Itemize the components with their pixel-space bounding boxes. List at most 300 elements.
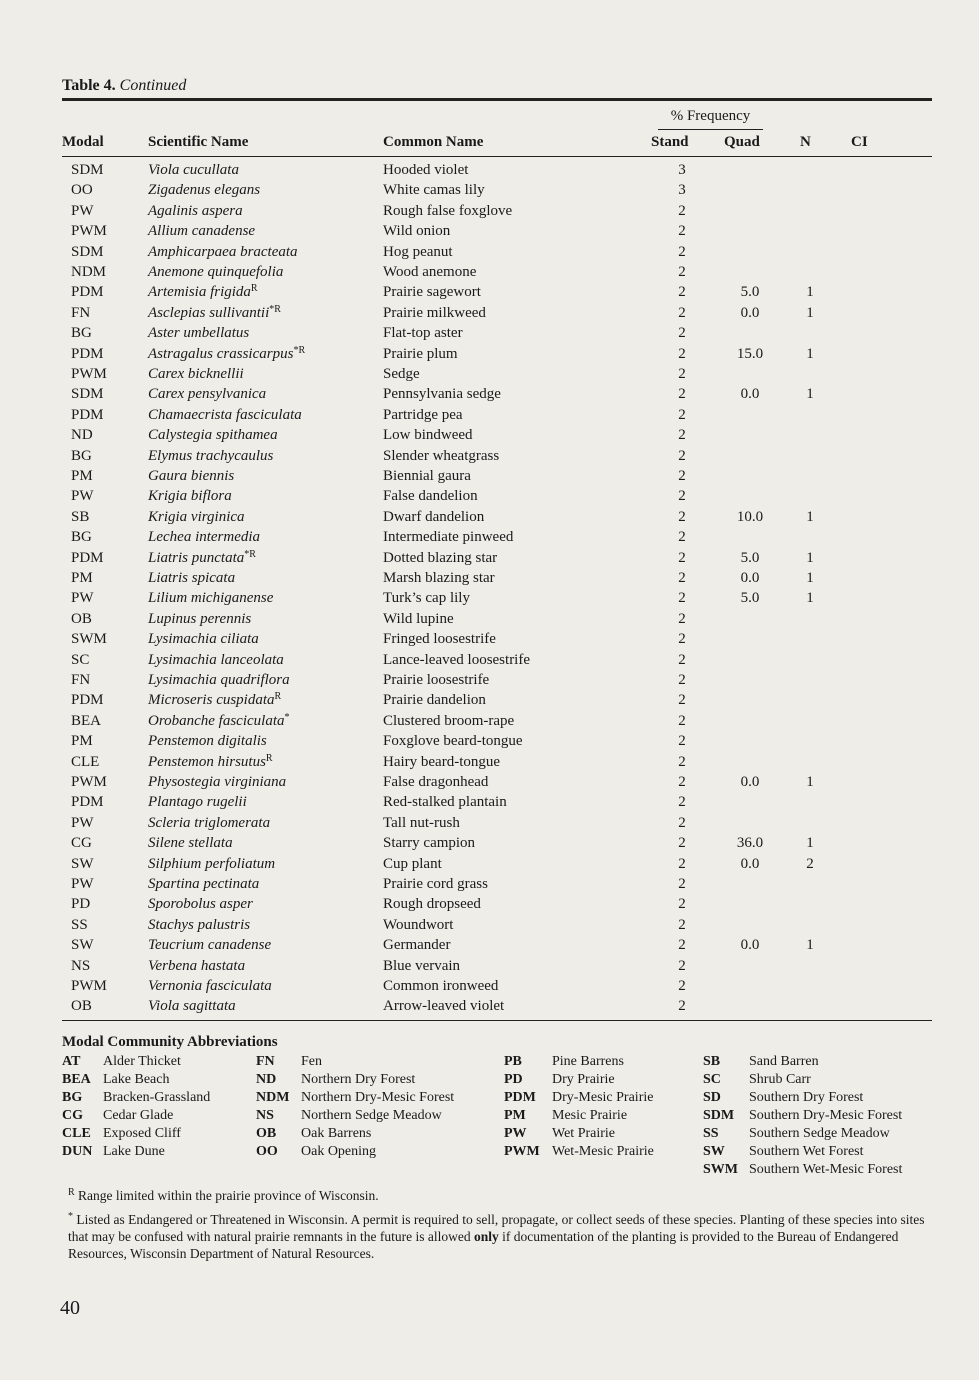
footnote-marker: *R [269, 303, 281, 315]
table-row [0, 201, 979, 221]
scientific-name-text: Lysimachia lanceolata [148, 651, 284, 668]
cell-n: 2 [806, 855, 814, 872]
cell-quad: 0.0 [740, 304, 760, 321]
cell-scientific-name [148, 242, 298, 262]
cell-scientific-name [148, 976, 272, 996]
cell-common-name: Fringed loosestrife [383, 631, 496, 648]
cell-modal: PDM [71, 284, 104, 301]
abbreviation-code: PB [504, 1054, 522, 1069]
cell-modal: BG [71, 529, 92, 546]
abbreviation-name: Lake Dune [103, 1144, 165, 1159]
abbreviation-name: Fen [301, 1054, 322, 1069]
table-row [0, 935, 979, 955]
listed-footnote-text-1: Listed as Endangered or Threatened in Wisconsin. A permit is required to sell, propagate, or collect seeds of these species. Planting of these species into sites that may be confused with natural prairie remnants in the future is allowed [68, 1212, 925, 1244]
table-row [0, 282, 979, 302]
abbreviation-item [256, 1125, 476, 1143]
cell-common-name: Prairie cord grass [383, 876, 488, 892]
cell-stand: 2 [678, 488, 686, 505]
abbreviation-code: PD [504, 1072, 523, 1087]
cell-common-name: Rough dropseed [383, 896, 481, 913]
abbreviation-item [703, 1053, 923, 1071]
table-row [0, 160, 979, 180]
cell-scientific-name [148, 588, 273, 608]
table-row [0, 242, 979, 262]
cell-stand: 2 [678, 978, 686, 994]
table-row [0, 364, 979, 384]
abbreviation-name: Southern Dry-Mesic Forest [749, 1108, 903, 1123]
cell-stand: 2 [678, 610, 686, 627]
cell-common-name: Biennial gaura [383, 468, 471, 484]
cell-stand: 2 [678, 345, 686, 362]
abbreviation-item [703, 1071, 923, 1089]
table-row [0, 588, 979, 608]
abbreviation-item [504, 1089, 724, 1107]
abbreviation-code: BG [62, 1090, 83, 1105]
scientific-name-text: Krigia biflora [148, 488, 232, 505]
cell-n: 1 [806, 345, 814, 362]
scientific-name-text: Viola cucullata [148, 162, 239, 178]
cell-scientific-name [148, 160, 239, 180]
cell-common-name: Woundwort [383, 916, 454, 933]
header-quad: Quad [724, 134, 760, 150]
cell-modal: PW [71, 590, 94, 607]
cell-common-name: Red-stalked plantain [383, 794, 507, 811]
abbreviation-code: PDM [504, 1090, 536, 1105]
scientific-name-text: Chamaecrista fasciculata [148, 406, 302, 423]
table-row [0, 384, 979, 404]
abbreviation-item [256, 1053, 476, 1071]
table-row [0, 303, 979, 323]
cell-scientific-name [148, 915, 250, 935]
cell-common-name: Flat-top aster [383, 325, 463, 342]
abbreviation-item [504, 1071, 724, 1089]
abbreviation-code: FN [256, 1054, 275, 1069]
table-row [0, 568, 979, 588]
abbreviation-code: PM [504, 1108, 526, 1123]
table-row [0, 731, 979, 751]
listed-footnote-text-2: if documentation of the planting is provided to the Bureau of Endangered Resources, Wisconsin Department of Natural Resources. [68, 1229, 899, 1261]
cell-modal: FN [71, 304, 91, 321]
table-row [0, 486, 979, 506]
abbreviation-code: SW [703, 1144, 725, 1159]
table-caption [62, 77, 186, 95]
cell-common-name: Wood anemone [383, 264, 477, 280]
cell-scientific-name [148, 262, 283, 282]
cell-stand: 2 [678, 508, 686, 525]
scientific-name-text: Sporobolus asper [148, 896, 253, 913]
scientific-name-text: Scleria triglomerata [148, 814, 271, 831]
cell-n: 1 [806, 835, 814, 852]
cell-stand: 3 [678, 182, 686, 199]
cell-modal: SB [71, 508, 90, 525]
abbreviation-code: SC [703, 1072, 721, 1087]
abbreviation-code: SS [703, 1126, 719, 1141]
cell-scientific-name [148, 405, 302, 425]
cell-scientific-name [148, 894, 253, 914]
scientific-name-text: Elymus trachycaulus [148, 447, 274, 464]
scientific-name-text: Penstemon digitalis [148, 733, 267, 750]
cell-stand: 3 [678, 162, 686, 178]
cell-n: 1 [806, 570, 814, 586]
cell-stand: 2 [678, 304, 686, 321]
cell-scientific-name [148, 344, 305, 364]
abbreviation-name: Mesic Prairie [552, 1108, 628, 1123]
header-rule [62, 156, 932, 157]
cell-stand: 2 [678, 243, 686, 260]
cell-stand: 2 [678, 916, 686, 933]
cell-stand: 2 [678, 366, 686, 382]
abbreviations-title: Modal Community Abbreviations [62, 1034, 278, 1050]
table-row [0, 466, 979, 486]
abbreviation-name: Sand Barren [749, 1054, 819, 1069]
scientific-name-text: Lupinus perennis [148, 610, 252, 627]
cell-common-name: Hairy beard-tongue [383, 753, 501, 770]
abbreviation-name: Southern Wet-Mesic Forest [749, 1162, 903, 1177]
abbreviation-code: DUN [62, 1144, 93, 1159]
cell-stand: 2 [678, 692, 686, 709]
cell-common-name: Cup plant [383, 855, 442, 872]
cell-modal: CLE [71, 753, 100, 770]
cell-scientific-name [148, 527, 260, 547]
cell-quad: 0.0 [740, 774, 760, 790]
cell-scientific-name [148, 650, 284, 670]
cell-common-name: Marsh blazing star [383, 570, 495, 586]
cell-modal: PM [71, 733, 93, 750]
listed-footnote [68, 1211, 938, 1262]
cell-modal: BG [71, 325, 92, 342]
cell-scientific-name [148, 792, 247, 812]
cell-stand: 2 [678, 774, 686, 790]
cell-scientific-name [148, 201, 243, 221]
scientific-name-text: Lysimachia ciliata [148, 631, 259, 648]
scientific-name-text: Orobanche fasciculata [148, 712, 285, 729]
cell-common-name: Dwarf dandelion [383, 508, 485, 525]
cell-stand: 2 [678, 631, 686, 648]
cell-n: 1 [806, 590, 814, 607]
cell-modal: PWM [71, 978, 107, 994]
abbreviation-name: Bracken-Grassland [103, 1090, 211, 1105]
frequency-group-header: % Frequency [670, 108, 751, 124]
table-row [0, 690, 979, 710]
abbreviation-code: NS [256, 1108, 274, 1123]
table-row [0, 813, 979, 833]
abbreviation-item [256, 1143, 476, 1161]
scientific-name-text: Gaura biennis [148, 468, 235, 484]
cell-modal: SWM [71, 631, 107, 648]
cell-modal: BEA [71, 712, 101, 729]
abbreviation-code: PWM [504, 1144, 540, 1159]
cell-stand: 2 [678, 570, 686, 586]
cell-n: 1 [806, 774, 814, 790]
table-row [0, 874, 979, 894]
cell-scientific-name [148, 690, 281, 710]
cell-common-name: False dragonhead [383, 774, 489, 790]
cell-modal: SDM [71, 243, 104, 260]
abbreviation-name: Exposed Cliff [103, 1126, 181, 1141]
cell-common-name: Tall nut-rush [383, 814, 460, 831]
abbreviation-item [62, 1071, 282, 1089]
cell-scientific-name [148, 956, 245, 976]
cell-n: 1 [806, 284, 814, 301]
header-stand: Stand [651, 134, 689, 150]
footnote-marker: R [250, 283, 258, 295]
abbreviation-name: Alder Thicket [103, 1054, 181, 1069]
cell-modal: PW [71, 488, 94, 505]
cell-stand: 2 [678, 712, 686, 729]
cell-stand: 2 [678, 672, 686, 688]
cell-common-name: Turk’s cap lily [383, 590, 470, 607]
scientific-name-text: Penstemon hirsutus [148, 753, 266, 770]
table-row [0, 976, 979, 996]
cell-common-name: Foxglove beard-tongue [383, 733, 523, 750]
cell-scientific-name [148, 813, 270, 833]
cell-n: 1 [806, 304, 814, 321]
cell-stand: 2 [678, 447, 686, 464]
abbreviation-code: SB [703, 1054, 721, 1069]
abbreviation-item [504, 1053, 724, 1071]
cell-stand: 2 [678, 264, 686, 280]
abbreviation-code: AT [62, 1054, 81, 1069]
scientific-name-text: Krigia virginica [148, 508, 245, 525]
cell-modal: PDM [71, 794, 104, 811]
top-rule [62, 98, 932, 101]
abbreviation-name: Wet Prairie [552, 1126, 616, 1141]
abbreviation-item [504, 1125, 724, 1143]
scientific-name-text: Carex bicknellii [148, 366, 244, 382]
cell-stand: 2 [678, 223, 686, 240]
abbreviation-name: Southern Sedge Meadow [749, 1126, 890, 1141]
scientific-name-text: Amphicarpaea bracteata [148, 243, 298, 260]
cell-modal: SW [71, 855, 94, 872]
cell-scientific-name [148, 670, 290, 690]
cell-common-name: False dandelion [383, 488, 478, 505]
cell-scientific-name [148, 466, 234, 486]
cell-modal: PWM [71, 223, 107, 240]
cell-modal: SS [71, 916, 88, 933]
footnote-marker: * [284, 711, 290, 723]
table-row [0, 609, 979, 629]
abbreviation-item [256, 1089, 476, 1107]
cell-common-name: Intermediate pinweed [383, 529, 514, 546]
cell-modal: PDM [71, 406, 104, 423]
cell-modal: SW [71, 937, 94, 954]
table-row [0, 792, 979, 812]
table-row [0, 446, 979, 466]
abbreviation-code: ND [256, 1072, 277, 1087]
cell-stand: 2 [678, 998, 686, 1015]
cell-scientific-name [148, 854, 275, 874]
cell-scientific-name [148, 711, 290, 731]
cell-common-name: Prairie dandelion [383, 692, 486, 709]
cell-common-name: Sedge [383, 366, 420, 382]
abbreviation-item [62, 1107, 282, 1125]
scientific-name-text: Anemone quinquefolia [148, 264, 284, 280]
cell-stand: 2 [678, 651, 686, 668]
cell-stand: 2 [678, 325, 686, 342]
abbreviation-item [703, 1143, 923, 1161]
abbreviation-name: Northern Dry Forest [301, 1072, 416, 1087]
cell-common-name: Pennsylvania sedge [383, 386, 501, 403]
cell-modal: NS [71, 957, 91, 974]
cell-modal: PWM [71, 774, 107, 790]
abbreviation-name: Lake Beach [103, 1072, 170, 1087]
cell-scientific-name [148, 221, 255, 241]
table-row [0, 527, 979, 547]
cell-modal: OO [71, 182, 93, 199]
scientific-name-text: Astragalus crassicarpus [148, 345, 294, 362]
abbreviation-item [703, 1107, 923, 1125]
cell-n: 1 [806, 508, 814, 525]
abbreviation-code: CG [62, 1108, 83, 1123]
abbreviation-item [504, 1143, 724, 1161]
cell-stand: 2 [678, 896, 686, 913]
scientific-name-text: Viola sagittata [148, 998, 236, 1015]
cell-scientific-name [148, 303, 281, 323]
range-footnote-text: Range limited within the prairie province of Wisconsin. [78, 1188, 379, 1203]
cell-modal: PDM [71, 345, 104, 362]
table-row [0, 854, 979, 874]
cell-quad: 0.0 [740, 386, 760, 403]
cell-modal: SDM [71, 162, 104, 178]
cell-scientific-name [148, 568, 235, 588]
cell-scientific-name [148, 772, 286, 792]
cell-scientific-name [148, 486, 232, 506]
cell-scientific-name [148, 996, 236, 1016]
table-row [0, 996, 979, 1016]
table-row [0, 180, 979, 200]
footnote-marker: *R [293, 344, 306, 356]
cell-modal: ND [71, 427, 93, 444]
scientific-name-text: Spartina pectinata [148, 876, 260, 892]
cell-quad: 5.0 [740, 549, 760, 566]
cell-common-name: Partridge pea [383, 406, 463, 423]
table-row [0, 915, 979, 935]
cell-common-name: Hog peanut [383, 243, 453, 260]
cell-modal: SDM [71, 386, 104, 403]
cell-modal: PWM [71, 366, 107, 382]
cell-stand: 2 [678, 733, 686, 750]
footnote-marker: *R [244, 548, 256, 560]
cell-modal: PDM [71, 549, 104, 566]
range-footnote [68, 1187, 379, 1204]
cell-common-name: Hooded violet [383, 162, 469, 178]
abbreviation-code: CLE [62, 1126, 91, 1141]
cell-scientific-name [148, 833, 233, 853]
cell-modal: PW [71, 876, 94, 892]
abbreviation-code: OO [256, 1144, 278, 1159]
cell-common-name: Prairie milkweed [383, 304, 486, 321]
cell-scientific-name [148, 323, 249, 343]
scientific-name-text: Vernonia fasciculata [148, 978, 272, 994]
cell-common-name: Arrow-leaved violet [383, 998, 505, 1015]
scientific-name-text: Lilium michiganense [148, 590, 274, 607]
scientific-name-text: Silene stellata [148, 835, 233, 852]
abbreviation-item [62, 1143, 282, 1161]
cell-quad: 5.0 [740, 284, 760, 301]
cell-stand: 2 [678, 753, 686, 770]
abbreviation-item [703, 1125, 923, 1143]
scientific-name-text: Carex pensylvanica [148, 386, 267, 403]
table-row [0, 894, 979, 914]
cell-stand: 2 [678, 202, 686, 219]
cell-modal: PW [71, 814, 94, 831]
cell-common-name: Clustered broom-rape [383, 712, 515, 729]
table-row [0, 344, 979, 364]
abbreviation-code: OB [256, 1126, 277, 1141]
cell-common-name: Slender wheatgrass [383, 447, 500, 464]
table-row [0, 711, 979, 731]
cell-quad: 0.0 [740, 570, 760, 586]
abbreviation-name: Southern Dry Forest [749, 1090, 864, 1105]
cell-modal: BG [71, 447, 92, 464]
cell-scientific-name [148, 364, 244, 384]
cell-common-name: White camas lily [383, 182, 485, 199]
cell-scientific-name [148, 180, 260, 200]
cell-scientific-name [148, 507, 245, 527]
cell-quad: 36.0 [736, 835, 764, 852]
scientific-name-text: Allium canadense [148, 223, 256, 240]
header-modal: Modal [62, 134, 104, 150]
cell-modal: OB [71, 610, 92, 627]
cell-scientific-name [148, 282, 258, 302]
listed-footnote-bold: only [474, 1229, 499, 1244]
abbreviation-name: Cedar Glade [103, 1108, 174, 1123]
scientific-name-text: Lysimachia quadriflora [148, 672, 290, 688]
cell-common-name: Blue vervain [383, 957, 461, 974]
abbreviation-item [703, 1089, 923, 1107]
scientific-name-text: Agalinis aspera [148, 202, 243, 219]
abbreviation-item [256, 1071, 476, 1089]
table-row [0, 405, 979, 425]
abbreviation-item [62, 1125, 282, 1143]
frequency-group-rule [658, 129, 763, 130]
cell-modal: OB [71, 998, 92, 1015]
scientific-name-text: Verbena hastata [148, 957, 246, 974]
cell-stand: 2 [678, 549, 686, 566]
scientific-name-text: Artemisia frigida [148, 284, 251, 301]
table-caption-text: Continued [119, 77, 187, 94]
abbreviation-name: Wet-Mesic Prairie [552, 1144, 654, 1159]
cell-quad: 0.0 [740, 855, 760, 872]
abbreviation-name: Northern Dry-Mesic Forest [301, 1090, 455, 1105]
cell-stand: 2 [678, 406, 686, 423]
table-row [0, 752, 979, 772]
scientific-name-text: Silphium perfoliatum [148, 855, 276, 872]
range-footnote-marker: R [68, 1187, 75, 1198]
cell-common-name: Common ironweed [383, 978, 499, 994]
cell-scientific-name [148, 609, 251, 629]
abbreviation-item [62, 1053, 282, 1071]
abbreviation-name: Dry-Mesic Prairie [552, 1090, 654, 1105]
bottom-rule [62, 1020, 932, 1021]
cell-stand: 2 [678, 427, 686, 444]
cell-stand: 2 [678, 957, 686, 974]
cell-scientific-name [148, 425, 278, 445]
cell-scientific-name [148, 446, 273, 466]
cell-quad: 10.0 [736, 508, 764, 525]
table-row [0, 323, 979, 343]
listed-footnote-marker: * [68, 1211, 73, 1222]
cell-modal: PM [71, 468, 93, 484]
scientific-name-text: Zigadenus elegans [148, 182, 261, 199]
cell-scientific-name [148, 935, 271, 955]
table-row [0, 629, 979, 649]
cell-scientific-name [148, 874, 259, 894]
footnote-marker: R [265, 752, 273, 764]
cell-stand: 2 [678, 876, 686, 892]
scientific-name-text: Microseris cuspidata [148, 692, 275, 709]
table-row [0, 833, 979, 853]
